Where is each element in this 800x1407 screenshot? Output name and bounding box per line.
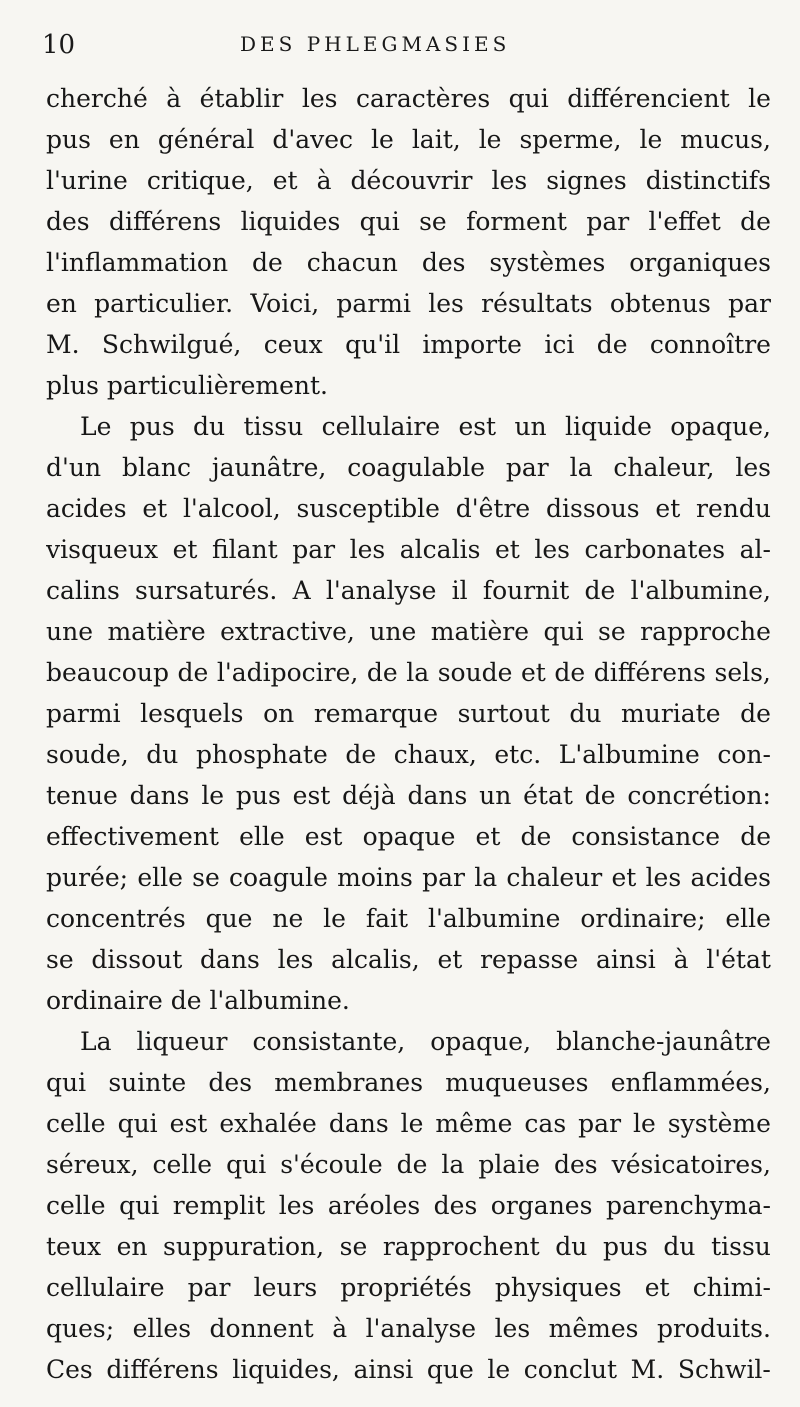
text-line: pus en général d'avec le lait, le sperme, le mucus,: [46, 125, 771, 154]
body-text: [46, 78, 771, 1390]
text-line: Ces différens liquides, ainsi que le conclut M. Schwil-: [46, 1355, 771, 1384]
text-line: celle qui est exhalée dans le même cas par le système: [46, 1109, 771, 1138]
text-line: acides et l'alcool, susceptible d'être dissous et rendu: [46, 494, 771, 523]
text-line: Le pus du tissu cellulaire est un liquide opaque,: [80, 412, 771, 441]
text-line: tenue dans le pus est déjà dans un état de concrétion:: [46, 781, 771, 810]
text-line: des différens liquides qui se forment par l'effet de: [46, 207, 771, 236]
text-line: concentrés que ne le fait l'albumine ordinaire; elle: [46, 904, 771, 933]
text-line: ques; elles donnent à l'analyse les mêmes produits.: [46, 1314, 771, 1343]
text-line: teux en suppuration, se rapprochent du pus du tissu: [46, 1232, 771, 1261]
text-line: La liqueur consistante, opaque, blanche-jaunâtre: [80, 1027, 771, 1056]
text-line: d'un blanc jaunâtre, coagulable par la chaleur, les: [46, 453, 771, 482]
text-line: l'inflammation de chacun des systèmes organiques: [46, 248, 771, 277]
text-line: ordinaire de l'albumine.: [46, 986, 350, 1015]
text-line: celle qui remplit les aréoles des organes parenchyma-: [46, 1191, 771, 1220]
text-line: cherché à établir les caractères qui différencient le: [46, 84, 771, 113]
text-line: beaucoup de l'adipocire, de la soude et de différens sels,: [46, 658, 771, 687]
running-title: DES PHLEGMASIES: [240, 32, 511, 56]
text-line: cellulaire par leurs propriétés physiques et chimi-: [46, 1273, 771, 1302]
text-line: parmi lesquels on remarque surtout du muriate de: [46, 699, 771, 728]
text-line: calins sursaturés. A l'analyse il fournit de l'albumine,: [46, 576, 771, 605]
text-line: soude, du phosphate de chaux, etc. L'albumine con-: [46, 740, 771, 769]
text-line: qui suinte des membranes muqueuses enflammées,: [46, 1068, 771, 1097]
text-line: purée; elle se coagule moins par la chaleur et les acides: [46, 863, 771, 892]
text-line: se dissout dans les alcalis, et repasse ainsi à l'état: [46, 945, 771, 974]
text-line: une matière extractive, une matière qui se rapproche: [46, 617, 771, 646]
text-line: visqueux et filant par les alcalis et les carbonates al-: [46, 535, 771, 564]
text-line: effectivement elle est opaque et de consistance de: [46, 822, 771, 851]
text-line: plus particulièrement.: [46, 371, 329, 400]
text-line: l'urine critique, et à découvrir les signes distinctifs: [46, 166, 771, 195]
page-number: 10: [42, 30, 76, 60]
text-line: en particulier. Voici, parmi les résultats obtenus par: [46, 289, 771, 318]
text-line: M. Schwilgué, ceux qu'il importe ici de connoître: [46, 330, 771, 359]
text-line: séreux, celle qui s'écoule de la plaie des vésicatoires,: [46, 1150, 771, 1179]
